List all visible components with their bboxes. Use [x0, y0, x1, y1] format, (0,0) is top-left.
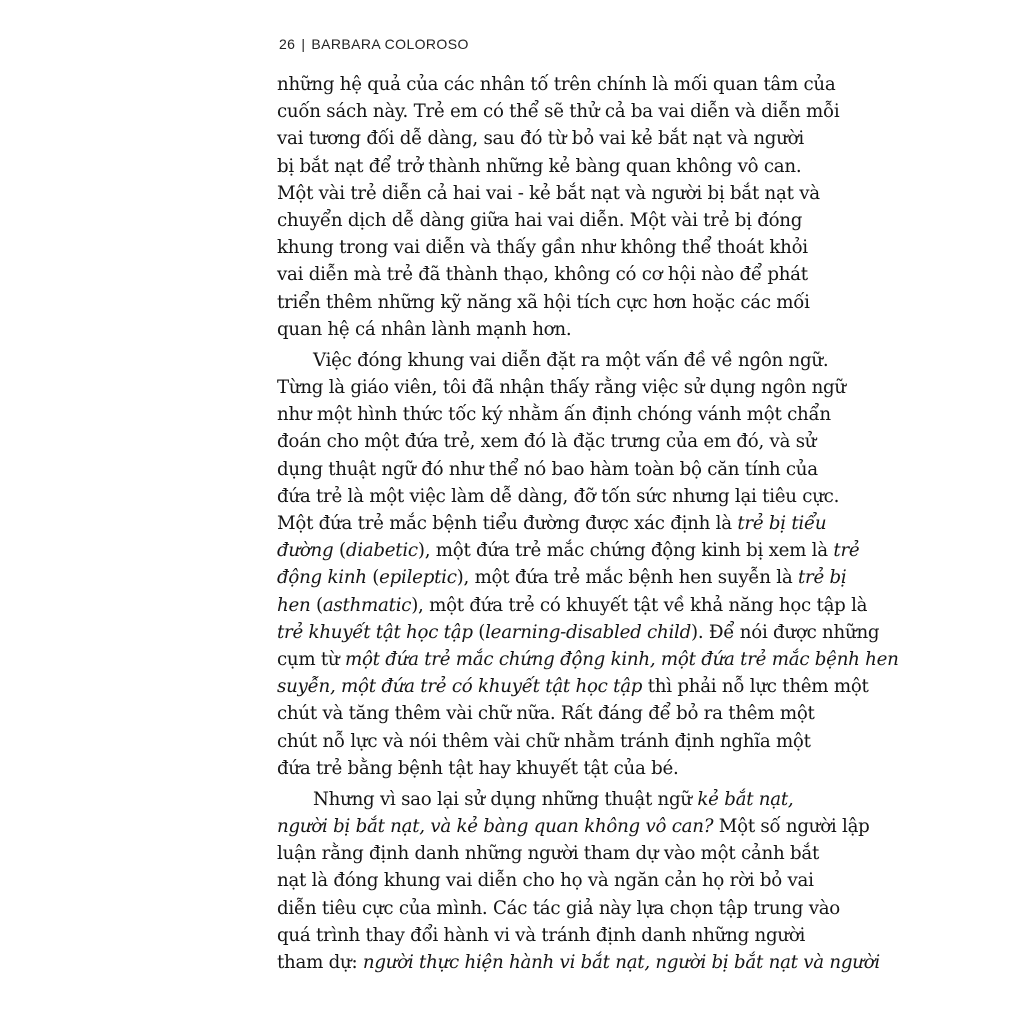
italic-text: kẻ bắt nạt,	[697, 788, 794, 810]
paragraph	[277, 347, 899, 782]
italic-text: diabetic	[345, 540, 418, 562]
text-line	[277, 813, 870, 840]
text-run: đứa trẻ bằng bệnh tật hay khuyết tật của bé.	[277, 757, 679, 779]
paragraph	[277, 71, 840, 343]
header-separator: |	[301, 36, 306, 52]
text-run: Một đứa trẻ mắc bệnh tiểu đường được xác định là	[277, 513, 738, 534]
text-line	[277, 428, 817, 455]
text-line	[277, 867, 814, 894]
text-run: ), một đứa trẻ mắc chứng động kinh bị xem là	[417, 540, 834, 562]
italic-text: hen	[277, 594, 311, 616]
text-line	[277, 261, 808, 288]
text-line	[277, 483, 840, 510]
paragraph	[277, 786, 880, 976]
text-line	[277, 728, 811, 755]
text-run: diễn tiêu cực của mình. Các tác giả này lựa chọn tập trung vào	[277, 897, 841, 919]
text-run: bị bắt nạt để trở thành những kẻ bàng quan không vô can.	[277, 155, 802, 177]
text-line	[277, 374, 846, 401]
text-run: những hệ quả của các nhân tố trên chính là mối quan tâm của	[277, 74, 836, 95]
italic-text: người thực hiện hành vi bắt nạt, người bị bắt nạt và người	[362, 952, 880, 973]
italic-text: người bị bắt nạt, và kẻ bàng quan không vô can?	[277, 816, 714, 838]
text-run: (	[333, 540, 346, 562]
italic-text: đường	[277, 540, 334, 562]
text-run: nạt là đóng khung vai diễn cho họ và ngăn cản họ rời bỏ vai	[277, 870, 814, 892]
text-line	[277, 619, 880, 646]
text-line	[277, 71, 836, 98]
text-line	[277, 316, 772, 343]
italic-text: epileptic	[379, 567, 457, 589]
italic-text: trẻ	[833, 540, 860, 562]
text-run: như một hình thức tốc ký nhằm ấn định chóng vánh một chẩn	[277, 404, 831, 426]
text-run: đoán cho một đứa trẻ, xem đó là đặc trưng của em đó, và sử	[277, 431, 817, 453]
text-line	[277, 153, 802, 180]
italic-text: động kinh	[277, 567, 367, 589]
text-run: quan hệ cá nhân lành mạnh hơn.	[277, 318, 572, 340]
body-text	[277, 71, 899, 976]
text-run: khung trong vai diễn và thấy gần như không thể thoát khỏi	[277, 237, 808, 259]
text-line	[277, 510, 827, 537]
running-header	[279, 36, 469, 52]
text-line	[277, 592, 868, 619]
text-run: chút và tăng thêm vài chữ nữa. Rất đáng để bỏ ra thêm một	[277, 703, 815, 725]
text-line	[277, 673, 869, 700]
text-line	[277, 289, 810, 316]
text-line	[277, 98, 840, 125]
text-run: Việc đóng khung vai diễn đặt ra một vấn đề về ngôn ngữ.	[313, 349, 829, 371]
text-run: triển thêm những kỹ năng xã hội tích cực hơn hoặc các mối	[277, 291, 810, 313]
text-run: cuốn sách này. Trẻ em có thể sẽ thử cả ba vai diễn và diễn mỗi	[277, 101, 840, 123]
italic-text: learning-disabled child	[485, 621, 691, 643]
text-line	[277, 700, 815, 727]
text-line	[277, 180, 820, 207]
text-run: (	[366, 567, 380, 589]
text-line	[277, 347, 829, 374]
text-run: (	[310, 594, 323, 616]
italic-text: suyễn, một đứa trẻ có khuyết tật học tập	[277, 676, 643, 698]
text-run: quá trình thay đổi hành vi và tránh định danh những người	[277, 924, 806, 946]
text-run: ), một đứa trẻ có khuyết tật về khả năng học tập là	[411, 594, 868, 616]
text-run: chút nỗ lực và nói thêm vài chữ nhằm tránh định nghĩa một	[277, 730, 811, 752]
italic-text: một đứa trẻ mắc chứng động kinh, một đứa trẻ mắc bệnh hen	[344, 648, 899, 670]
text-line	[277, 646, 899, 673]
text-run: chuyển dịch dễ dàng giữa hai vai diễn. Một vài trẻ bị đóng	[277, 209, 803, 231]
text-run: Một vài trẻ diễn cả hai vai - kẻ bắt nạt và người bị bắt nạt và	[277, 182, 820, 204]
page-number: 26	[279, 36, 296, 52]
text-run: vai diễn mà trẻ đã thành thạo, không có cơ hội nào để phát	[277, 264, 808, 286]
text-line	[277, 564, 847, 591]
text-line	[277, 537, 860, 564]
text-run: Một số người lập	[713, 816, 870, 838]
text-line	[277, 401, 831, 428]
text-line	[277, 786, 794, 813]
text-run: thì phải nỗ lực thêm một	[642, 676, 869, 698]
text-run: tham dự:	[277, 952, 363, 973]
text-line	[277, 949, 880, 976]
text-line	[277, 456, 818, 483]
text-run: cụm từ	[277, 648, 345, 670]
text-run: Từng là giáo viên, tôi đã nhận thấy rằng việc sử dụng ngôn ngữ	[277, 377, 846, 399]
text-run: ). Để nói được những	[690, 621, 880, 643]
italic-text: asthmatic	[322, 594, 412, 616]
text-line	[277, 922, 806, 949]
italic-text: trẻ khuyết tật học tập	[277, 621, 473, 643]
text-run: (	[472, 621, 486, 643]
text-run: vai tương đối dễ dàng, sau đó từ bỏ vai kẻ bắt nạt và người	[277, 128, 804, 150]
text-line	[277, 125, 804, 152]
text-line	[277, 234, 808, 261]
text-run: đứa trẻ là một việc làm dễ dàng, đỡ tốn sức nhưng lại tiêu cực.	[277, 485, 840, 507]
text-line	[277, 840, 819, 867]
text-run: Nhưng vì sao lại sử dụng những thuật ngữ	[313, 788, 698, 810]
italic-text: trẻ bị	[797, 567, 847, 589]
text-line	[277, 895, 841, 922]
text-line	[277, 755, 772, 782]
text-line	[277, 207, 803, 234]
italic-text: trẻ bị tiểu	[737, 513, 827, 534]
text-run: ), một đứa trẻ mắc bệnh hen suyễn là	[456, 567, 798, 589]
author-name: BARBARA COLOROSO	[311, 36, 469, 52]
text-run: dụng thuật ngữ đó như thể nó bao hàm toàn bộ căn tính của	[277, 458, 818, 480]
text-run: luận rằng định danh những người tham dự vào một cảnh bắt	[277, 843, 819, 865]
